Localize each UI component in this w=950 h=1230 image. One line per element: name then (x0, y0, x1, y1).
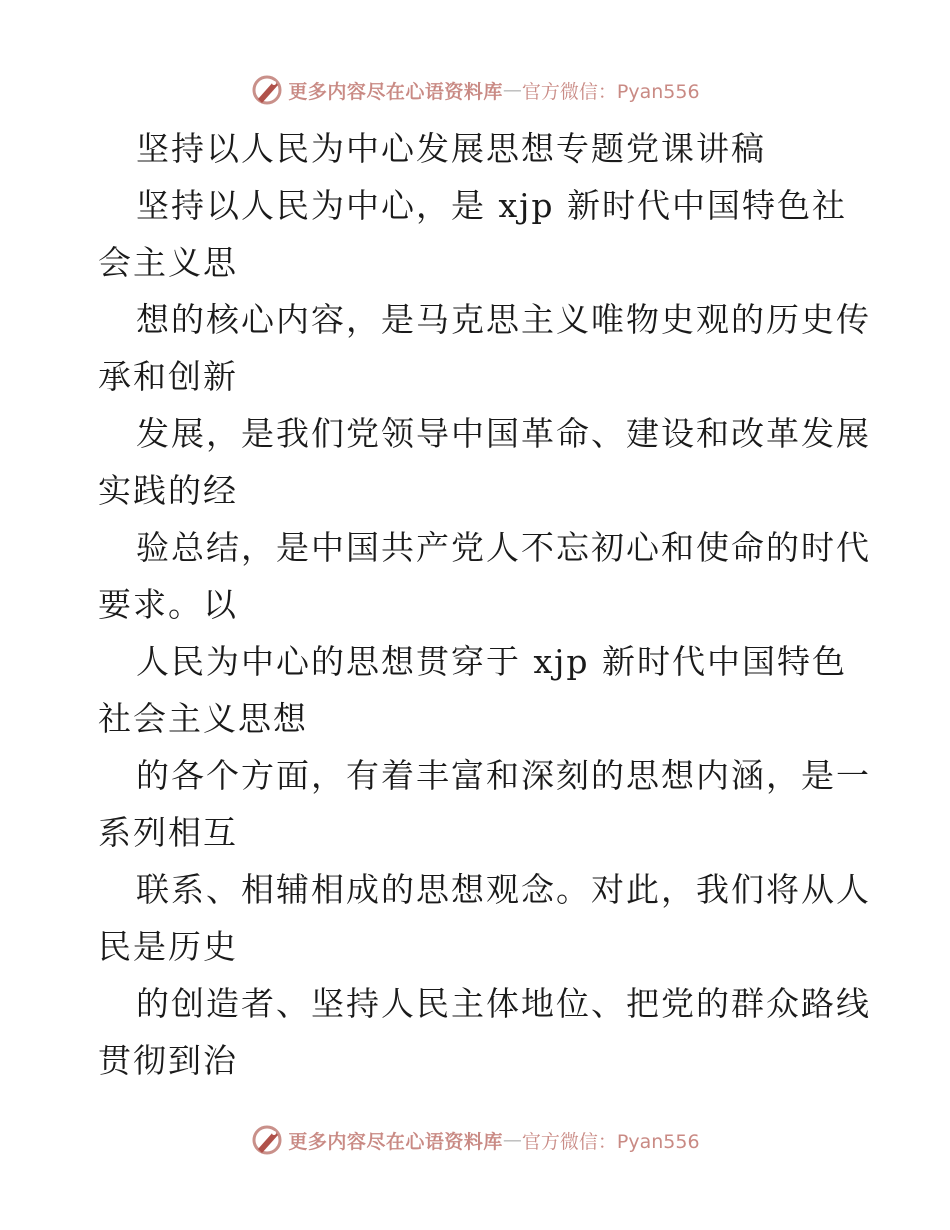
pen-logo-icon (250, 1123, 284, 1157)
document-title: 坚持以人民为中心发展思想专题党课讲稿 (136, 129, 766, 168)
text-line: 要求。以 (98, 585, 238, 624)
text-line: 承和创新 (98, 357, 238, 396)
text-line: 贯彻到治 (98, 1041, 238, 1080)
text-line: 的各个方面，有着丰富和深刻的思想内涵，是一 (136, 756, 871, 795)
text-line: 联系、相辅相成的思想观念。对此，我们将从人 (136, 870, 871, 909)
text-line: 人民为中心的思想贯穿于 xjp 新时代中国特色 (136, 642, 847, 681)
text-line: 想的核心内容，是马克思主义唯物史观的历史传 (136, 300, 871, 339)
text-line: 系列相互 (98, 813, 238, 852)
text-line: 发展，是我们党领导中国革命、建设和改革发展 (136, 414, 871, 453)
banner-text: 更多内容尽在心语资料库 (288, 80, 503, 103)
text-line: 民是历史 (98, 927, 238, 966)
text-line: 社会主义思想 (98, 699, 308, 738)
text-line: 的创造者、坚持人民主体地位、把党的群众路线 (136, 984, 871, 1023)
text-line: 实践的经 (98, 471, 238, 510)
header-watermark-banner (0, 70, 950, 110)
document-body (98, 120, 871, 1089)
banner-separator: — (502, 1129, 522, 1151)
text-line: 会主义思 (98, 243, 238, 282)
footer-watermark-banner (0, 1120, 950, 1160)
banner-wechat: 官方微信：Pyan556 (521, 80, 700, 103)
pen-logo-icon (250, 73, 284, 107)
banner-wechat: 官方微信：Pyan556 (521, 1130, 700, 1153)
text-line: 验总结，是中国共产党人不忘初心和使命的时代 (136, 528, 871, 567)
banner-separator: — (502, 79, 522, 101)
text-line: 坚持以人民为中心，是 xjp 新时代中国特色社 (136, 186, 847, 225)
banner-text: 更多内容尽在心语资料库 (288, 1130, 503, 1153)
